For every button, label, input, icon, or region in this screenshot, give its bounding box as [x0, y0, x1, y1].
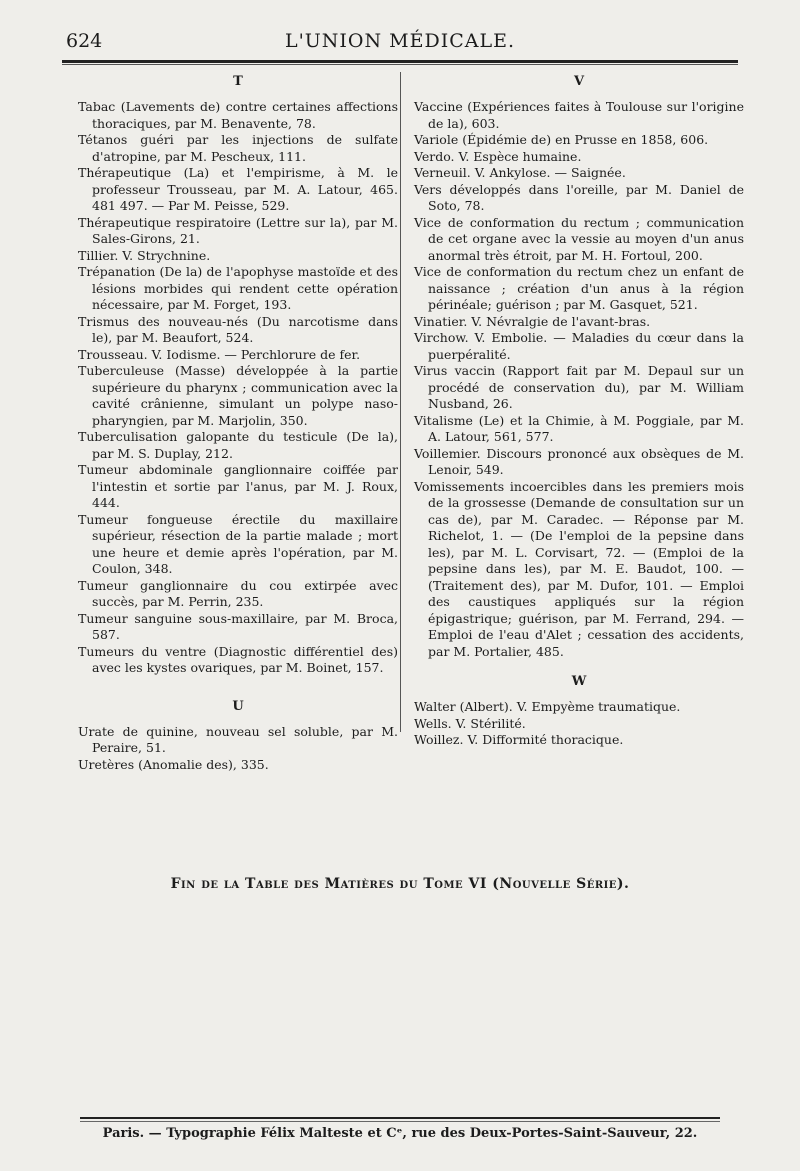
index-entry: Virus vaccin (Rapport fait par M. Depaul sur un procédé de conservation du), par M. William Nusband, 26.	[414, 363, 744, 411]
header-rule	[62, 60, 738, 63]
index-entry: Tétanos guéri par les injections de sulfate d'atropine, par M. Pescheux, 111.	[78, 132, 398, 164]
index-entry: Tumeur fongueuse érectile du maxillaire supérieur, résection de la partie malade ; mort une heure et demie après l'opération, par M. Coulon, 348.	[78, 511, 398, 576]
index-entry: Vitalisme (Le) et la Chimie, à M. Poggiale, par M. A. Latour, 561, 577.	[414, 412, 744, 444]
header-rule-thin	[62, 64, 738, 65]
footer-rule-thin	[80, 1121, 720, 1122]
index-entry: Thérapeutique (La) et l'empirisme, à M. le professeur Trousseau, par M. A. Latour, 465. 481 497. — Par M. Peisse, 529.	[78, 165, 398, 213]
left-column	[78, 72, 398, 773]
index-entry: Tumeur abdominale ganglionnaire coiffée par l'intestin et sortie par l'anus, par M. J. Roux, 444.	[78, 462, 398, 510]
index-entry: Walter (Albert). V. Empyème traumatique.	[414, 699, 681, 714]
footer-rule	[80, 1117, 720, 1119]
index-entry: Trousseau. V. Iodisme. — Perchlorure de fer.	[78, 346, 361, 362]
index-entry: Trépanation (De la) de l'apophyse mastoïde et des lésions morbides qui rendent cette opération nécessaire, par M. Forget, 193.	[78, 264, 398, 312]
running-title: L'UNION MÉDICALE.	[284, 30, 516, 52]
section-letter-w: W	[571, 674, 587, 689]
index-entry: Verdo. V. Espèce humaine.	[414, 148, 582, 164]
index-entry: Tumeurs du ventre (Diagnostic différentiel des) avec les kystes ovariques, par M. Boinet, 157.	[78, 643, 398, 675]
index-entry: Verneuil. V. Ankylose. — Saignée.	[414, 165, 626, 180]
w-entries	[414, 699, 744, 749]
index-entry: Woillez. V. Difformité thoracique.	[414, 732, 624, 747]
index-entry: Voillemier. Discours prononcé aux obsèques de M. Lenoir, 549.	[414, 445, 744, 477]
index-entry: Vers développés dans l'oreille, par M. Daniel de Soto, 78.	[414, 181, 744, 213]
index-entry: Variole (Épidémie de) en Prusse en 1858, 606.	[414, 132, 709, 147]
index-entry: Vaccine (Expériences faites à Toulouse sur l'origine de la), 603.	[414, 99, 744, 131]
index-entry: Tumeur ganglionnaire du cou extirpée avec succès, par M. Perrin, 235.	[78, 577, 398, 609]
index-entry: Urate de quinine, nouveau sel soluble, par M. Peraire, 51.	[78, 723, 398, 755]
t-entries	[78, 99, 398, 677]
index-entry: Vice de conformation du rectum chez un enfant de naissance ; création d'un anus à la région périnéale; guérison ; par M. Gasquet, 521.	[414, 264, 744, 312]
index-entry: Vomissements incoercibles dans les premiers mois de la grossesse (Demande de consultation sur un cas de), par M. Caradec. — Réponse par M. Richelot, 1. — (De l'emploi de la pepsine dans les), par M. L. Corvisart, 72. — (Emploi de la pepsine dans les), par M. E. Baudot, 100. — (Traitement des), par M. Dufor, 101. — Emploi des caustiques appliqués sur la région épigastrique; guérison, par M. Ferrand, 294. — Emploi de l'eau d'Alet ; cessation des accidents, par M. Portalier, 485.	[414, 478, 744, 659]
u-entries	[78, 724, 398, 774]
index-entry: Trismus des nouveau-nés (Du narcotisme dans le), par M. Beaufort, 524.	[78, 313, 398, 345]
section-letter-t: T	[233, 74, 243, 89]
index-entry: Thérapeutique respiratoire (Lettre sur la), par M. Sales-Girons, 21.	[78, 214, 398, 246]
index-entry: Uretères (Anomalie des), 335.	[78, 756, 269, 772]
v-entries	[414, 99, 744, 660]
index-entry: Tillier. V. Strychnine.	[78, 247, 211, 263]
page-number: 624	[66, 30, 103, 52]
section-letter-v: V	[573, 74, 585, 89]
section-letter-u: U	[232, 698, 244, 714]
end-of-table-line: Fin de la Table des Matières du Tome VI (Nouvelle Série).	[170, 876, 630, 892]
index-entry: Wells. V. Stérilité.	[414, 715, 526, 731]
index-entry: Tumeur sanguine sous-maxillaire, par M. Broca, 587.	[78, 610, 398, 642]
index-entry: Tabac (Lavements de) contre certaines affections thoraciques, par M. Benavente, 78.	[78, 99, 398, 131]
column-divider	[400, 72, 401, 732]
index-entry: Tuberculisation galopante du testicule (De la), par M. S. Duplay, 212.	[78, 429, 398, 461]
index-entry: Vinatier. V. Névralgie de l'avant-bras.	[414, 313, 651, 329]
index-entry: Tuberculeuse (Masse) développée à la partie supérieure du pharynx ; communication avec la cavité crânienne, simulant un polype naso-pharyngien, par M. Marjolin, 350.	[78, 363, 398, 428]
index-entry: Vice de conformation du rectum ; communication de cet organe avec la vessie au moyen d'un anus anormal très étroit, par M. H. Fortoul, 200.	[414, 214, 744, 263]
printer-imprint: Paris. — Typographie Félix Malteste et Cᵉ, rue des Deux-Portes-Saint-Sauveur, 22.	[102, 1126, 698, 1141]
index-entry: Virchow. V. Embolie. — Maladies du cœur dans la puerpéralité.	[414, 330, 744, 362]
right-column	[414, 72, 744, 749]
